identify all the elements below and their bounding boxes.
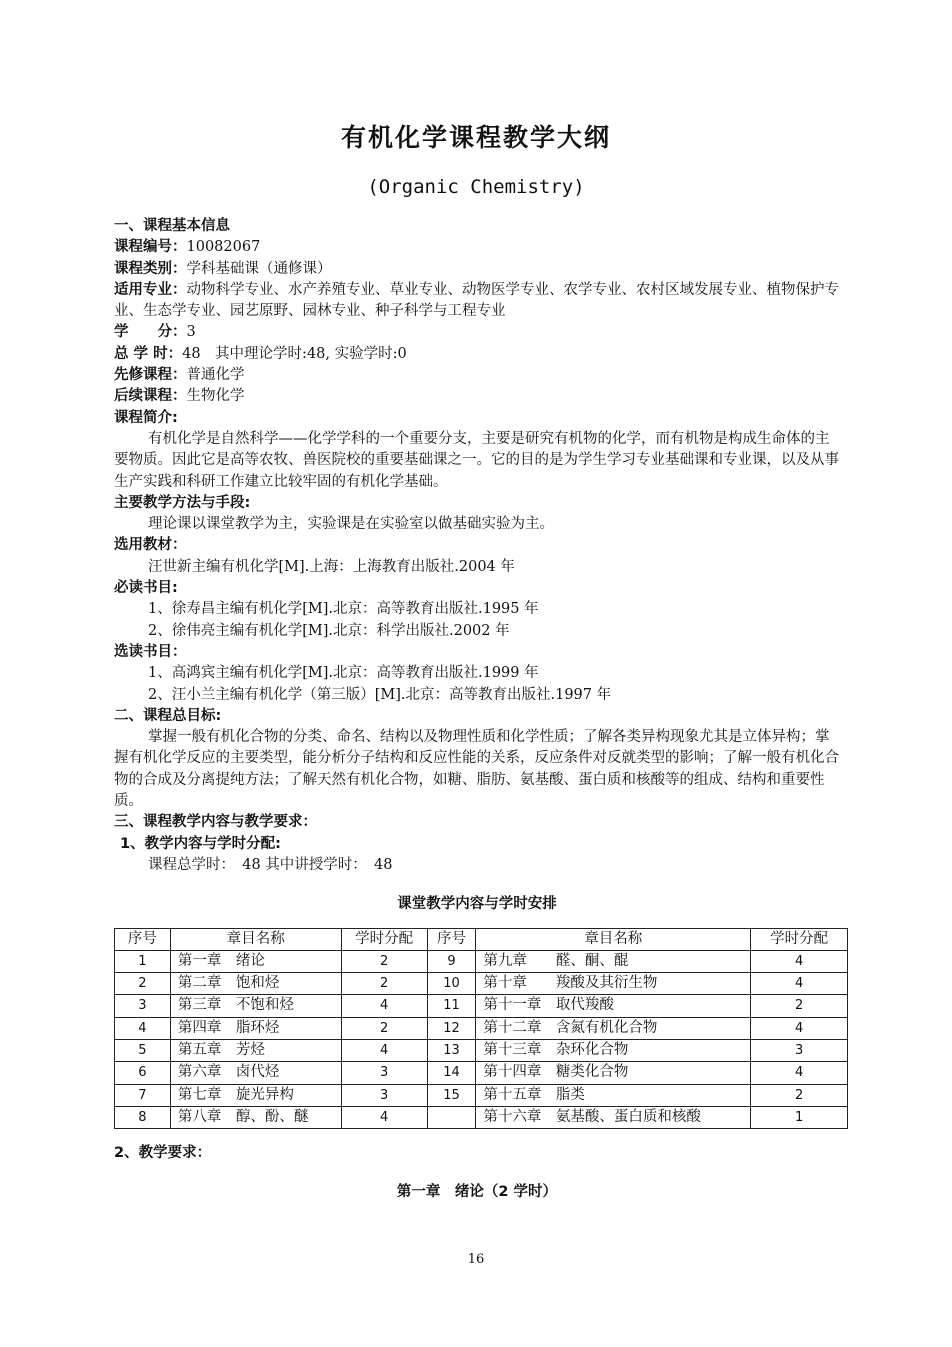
cell-chapter: 第五章 芳烃 — [170, 1039, 341, 1061]
prerequisite-value: 普通化学 — [186, 367, 245, 384]
cell-chapter: 第十三章 杂环化合物 — [476, 1039, 751, 1061]
required-book-item: 2、徐伟亮主编有机化学[M].北京：科学出版社.2002 年 — [148, 622, 510, 639]
major-row — [114, 280, 840, 323]
table-row — [115, 1106, 848, 1128]
credit-row — [114, 322, 840, 343]
chapter-1-heading: 第一章 绪论（2 学时） — [396, 1184, 558, 1201]
followup-label: 后续课程： — [114, 388, 187, 405]
cell-hours: 4 — [751, 1017, 848, 1039]
cell-index: 12 — [427, 1017, 476, 1039]
subsection-1-heading: 1、教学内容与学时分配: — [120, 835, 281, 852]
cell-chapter: 第二章 饱和烃 — [170, 973, 341, 995]
cell-index: 8 — [115, 1106, 171, 1128]
cell-chapter: 第四章 脂环烃 — [170, 1017, 341, 1039]
course-type-value: 学科基础课（通修课） — [186, 260, 332, 277]
course-code-row — [114, 237, 840, 258]
table-row — [115, 1017, 848, 1039]
cell-chapter: 第七章 旋光异构 — [170, 1084, 341, 1106]
section-1-heading: 一、课程基本信息 — [114, 218, 230, 234]
schedule-table — [114, 928, 848, 1130]
major-value: 动物科学专业、水产养殖专业、草业专业、动物医学专业、农学专业、农村区域发展专业、植物保护专业、生态学专业、园艺原野、园林专业、种子科学与工程专业 — [114, 281, 839, 320]
cell-hours: 2 — [341, 950, 427, 972]
document-body — [114, 216, 840, 1204]
table-row — [115, 973, 848, 995]
followup-row — [114, 386, 840, 407]
cell-index: 7 — [115, 1084, 171, 1106]
page-number: 16 — [467, 1252, 485, 1267]
cell-hours: 2 — [751, 1084, 848, 1106]
cell-hours: 4 — [751, 950, 848, 972]
section-2-heading: 二、课程总目标: — [114, 707, 222, 724]
cell-hours: 4 — [341, 1106, 427, 1128]
cell-index: 14 — [427, 1062, 476, 1084]
table-row — [115, 1062, 848, 1084]
cell-chapter: 第十五章 脂类 — [476, 1084, 751, 1106]
textbook-text: 汪世新主编有机化学[M].上海：上海教育出版社.2004 年 — [148, 558, 515, 575]
major-label: 适用专业： — [114, 281, 187, 298]
required-book-item: 1、徐寿昌主编有机化学[M].北京：高等教育出版社.1995 年 — [148, 601, 539, 618]
document-subtitle: (Organic Chemistry) — [367, 176, 585, 198]
cell-chapter: 第十六章 氨基酸、蛋白质和核酸 — [476, 1106, 751, 1128]
document-title: 有机化学课程教学大纲 — [340, 123, 611, 152]
cell-chapter: 第八章 醇、酚、醚 — [170, 1106, 341, 1128]
table-row — [115, 995, 848, 1017]
method-label: 主要教学方法与手段: — [114, 494, 251, 511]
cell-chapter: 第十二章 含氮有机化合物 — [476, 1017, 751, 1039]
cell-hours: 4 — [751, 973, 848, 995]
cell-index: 11 — [427, 995, 476, 1017]
credit-value: 3 — [186, 324, 196, 341]
cell-chapter: 第九章 醛、酮、醌 — [476, 950, 751, 972]
cell-chapter: 第十四章 糖类化合物 — [476, 1062, 751, 1084]
cell-hours: 4 — [341, 1039, 427, 1061]
table-row — [115, 950, 848, 972]
hours-value: 48 其中理论学时:48, 实验学时:0 — [182, 345, 407, 362]
goal-paragraph: 掌握一般有机化合物的分类、命名、结构以及物理性质和化学性质；了解各类异构现象尤其是立体异构；掌握有机化学反应的主要类型，能分析分子结构和反应性能的关系，反应条件对反就类型的影响；了解一般有机化合物的合成及分离提纯方法；了解天然有机化合物，如糖、脂肪、氨基酸、蛋白质和核酸等的组成、结构和重要性质。 — [114, 729, 839, 810]
hours-row — [114, 344, 840, 365]
optional-books-label: 选读书目： — [114, 643, 187, 660]
cell-index: 6 — [115, 1062, 171, 1084]
cell-hours: 3 — [751, 1039, 848, 1061]
prerequisite-label: 先修课程： — [114, 367, 187, 384]
cell-hours: 2 — [341, 973, 427, 995]
table-header-row — [115, 928, 848, 950]
cell-chapter: 第十章 羧酸及其衍生物 — [476, 973, 751, 995]
section-3-heading: 三、课程教学内容与教学要求： — [114, 814, 317, 831]
subsection-2-heading: 2、教学要求： — [114, 1145, 212, 1162]
cell-hours: 2 — [751, 995, 848, 1017]
required-books-label: 必读书目: — [114, 580, 178, 597]
optional-book-item: 2、汪小兰主编有机化学（第三版）[M].北京：高等教育出版社.1997 年 — [148, 686, 612, 703]
cell-chapter: 第十一章 取代羧酸 — [476, 995, 751, 1017]
cell-index: 3 — [115, 995, 171, 1017]
cell-hours: 4 — [341, 995, 427, 1017]
cell-index: 2 — [115, 973, 171, 995]
course-code-label: 课程编号： — [114, 239, 187, 256]
credit-label: 学 分： — [114, 324, 187, 341]
followup-value: 生物化学 — [186, 388, 245, 405]
cell-index: 4 — [115, 1017, 171, 1039]
cell-hours: 2 — [341, 1017, 427, 1039]
textbook-label: 选用教材： — [114, 537, 187, 554]
total-hours-line: 课程总学时： 48 其中讲授学时： 48 — [148, 856, 393, 873]
table-row — [115, 1039, 848, 1061]
col-header-chapter: 章目名称 — [170, 928, 341, 950]
course-code-value: 10082067 — [186, 239, 261, 256]
cell-hours: 3 — [341, 1062, 427, 1084]
intro-label: 课程简介: — [114, 409, 178, 426]
col-header-chapter: 章目名称 — [476, 928, 751, 950]
cell-chapter: 第一章 绪论 — [170, 950, 341, 972]
col-header-index: 序号 — [427, 928, 476, 950]
cell-index — [427, 1106, 476, 1128]
cell-hours: 1 — [751, 1106, 848, 1128]
col-header-index: 序号 — [115, 928, 171, 950]
cell-index: 15 — [427, 1084, 476, 1106]
intro-paragraph: 有机化学是自然科学——化学学科的一个重要分支，主要是研究有机物的化学，而有机物是构成生命体的主要物质。因此它是高等农牧、兽医院校的重要基础课之一。它的目的是为学生学习专业基础课和专业课，以及从事生产实践和科研工作建立比较牢固的有机化学基础。 — [114, 430, 839, 490]
col-header-hours: 学时分配 — [751, 928, 848, 950]
table-caption: 课堂教学内容与学时安排 — [397, 896, 557, 913]
cell-index: 13 — [427, 1039, 476, 1061]
cell-index: 1 — [115, 950, 171, 972]
method-text: 理论课以课堂教学为主，实验课是在实验室以做基础实验为主。 — [148, 516, 554, 533]
optional-book-item: 1、高鸿宾主编有机化学[M].北京：高等教育出版社.1999 年 — [148, 665, 539, 682]
hours-label: 总 学 时： — [114, 345, 183, 362]
course-type-label: 课程类别： — [114, 260, 187, 277]
cell-chapter: 第三章 不饱和烃 — [170, 995, 341, 1017]
prerequisite-row — [114, 365, 840, 386]
cell-hours: 3 — [341, 1084, 427, 1106]
col-header-hours: 学时分配 — [341, 928, 427, 950]
course-type-row — [114, 259, 840, 280]
cell-chapter: 第六章 卤代烃 — [170, 1062, 341, 1084]
cell-hours: 4 — [751, 1062, 848, 1084]
cell-index: 9 — [427, 950, 476, 972]
cell-index: 10 — [427, 973, 476, 995]
table-row — [115, 1084, 848, 1106]
cell-index: 5 — [115, 1039, 171, 1061]
